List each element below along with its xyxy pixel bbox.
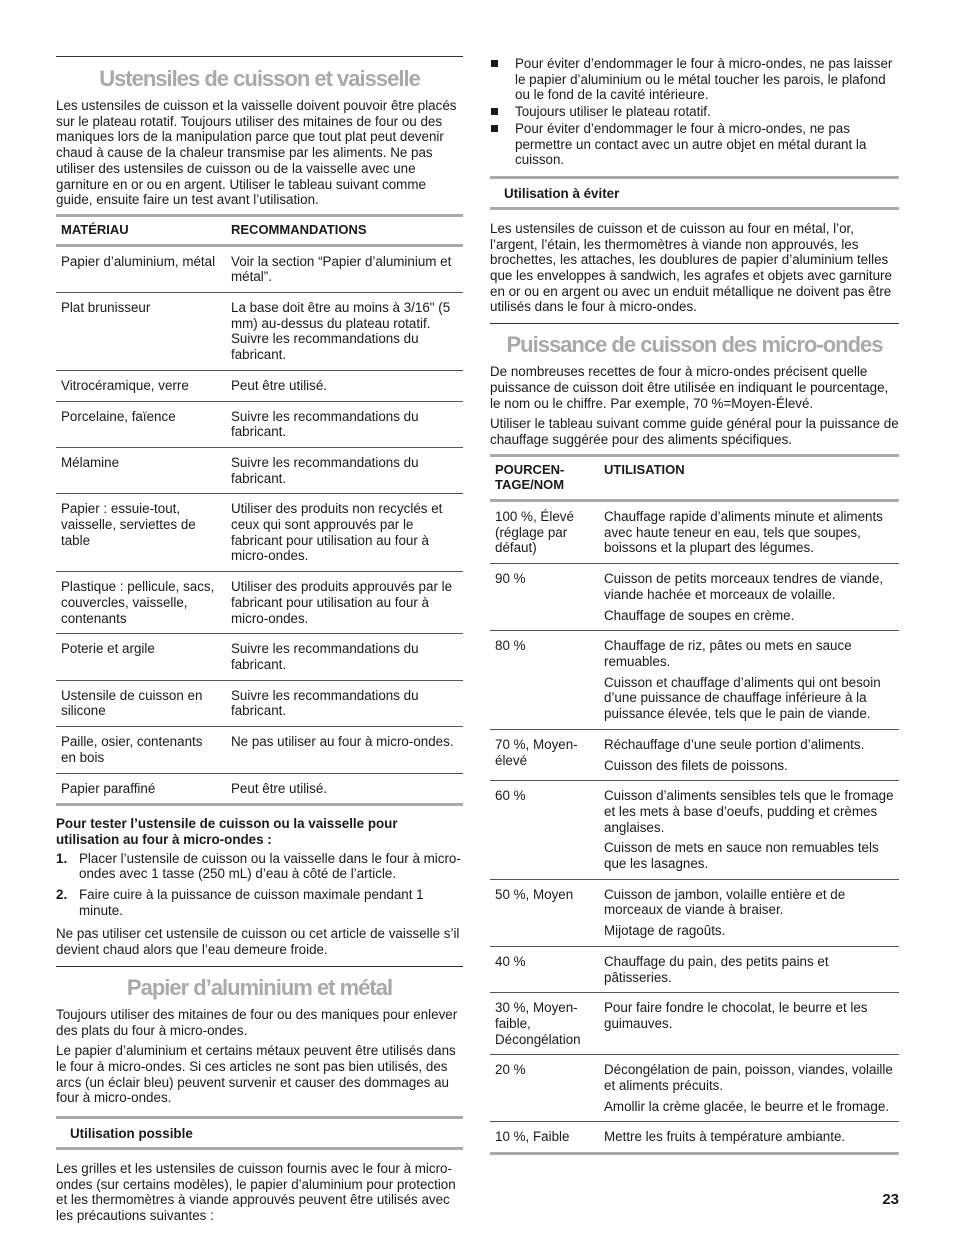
materials-table (56, 214, 463, 806)
table-row (490, 631, 899, 730)
list-item (490, 56, 899, 103)
test-heading: Pour tester l’ustensile de cuisson ou la vaisselle pour utilisation au four à micro-ondes : (56, 816, 398, 847)
usage-cell (599, 1122, 899, 1154)
material-cell: Vitrocéramique, verre (56, 370, 226, 401)
list-item (56, 887, 463, 918)
bullet-square-icon (491, 108, 498, 115)
usage-text: Pour faire fondre le chocolat, le beurre et les guimauves. (604, 1000, 868, 1031)
test-note: Ne pas utiliser cet ustensile de cuisson ou cet article de vaisselle s’il devient chaud alors que l’eau demeure froide. (56, 926, 460, 958)
usage-text: Cuisson de petits morceaux tendres de viande, viande hachée et morceaux de volaille. (604, 571, 884, 602)
usage-cell (599, 879, 899, 946)
table-row (56, 680, 463, 726)
material-cell: Poterie et argile (56, 634, 226, 680)
power-paragraph-1: De nombreuses recettes de four à micro-ondes précisent quelle puissance de cuisson doit être utilisée en indiquant le pourcentage, le nom ou le chiffre. Par exemple, 70 %=Moyen-Élevé. (490, 364, 889, 411)
table-row (490, 564, 899, 631)
power-level-cell: 50 %, Moyen (490, 879, 599, 946)
recommendation-cell: La base doit être au moins à 3/16" (5 mm) au-dessus du plateau rotatif. Suivre les recommandations du fabricant. (226, 293, 463, 371)
usage-text: Cuisson et chauffage d’aliments qui ont besoin d’une puissance de chauffage inférieure à la puissance élevée, tels que le pain de viande. (604, 674, 881, 722)
column-header-usage: UTILISATION (599, 455, 899, 500)
power-level-cell: 70 %, Moyen-élevé (490, 729, 599, 780)
bullet-text: Pour éviter d’endommager le four à micro-ondes, ne pas laisser le papier d’aluminium ou le métal toucher les parois, le plafond ou le fond de la cavité intérieure. (515, 56, 893, 103)
material-cell: Papier : essuie-tout, vaisselle, serviettes de table (56, 494, 226, 572)
power-level-cell: 80 % (490, 631, 599, 730)
usage-cell (599, 501, 899, 564)
column-header-recommendations: RECOMMANDATIONS (226, 215, 463, 245)
usage-cell (599, 564, 899, 631)
table-row (490, 729, 899, 780)
usage-text: Cuisson de mets en sauce non remuables tels que les lasagnes. (604, 840, 879, 872)
bullet-square-icon (491, 60, 498, 67)
usage-text: Cuisson des filets de poissons. (604, 757, 788, 773)
list-item (490, 104, 899, 120)
table-row (490, 501, 899, 564)
material-cell: Mélamine (56, 447, 226, 493)
recommendation-cell: Peut être utilisé. (226, 370, 463, 401)
test-steps (56, 851, 463, 919)
precautions-list (490, 56, 899, 168)
recommendation-cell: Ne pas utiliser au four à micro-ondes. (226, 727, 463, 773)
step-text: Placer l’ustensile de cuisson ou la vaisselle dans le four à micro-ondes avec 1 tasse (250 mL) d’eau à côté de l’article. (79, 850, 461, 882)
power-level-cell: 10 %, Faible (490, 1122, 599, 1154)
table-header-row (56, 215, 463, 245)
bullet-text: Pour éviter d’endommager le four à micro-ondes, ne pas permettre un contact avec un autre objet en métal durant la cuisson. (515, 120, 867, 168)
section-title-power: Puissance de cuisson des micro-ondes (506, 332, 883, 358)
table-row (490, 781, 899, 880)
material-cell: Plastique : pellicule, sacs, couvercles, vaisselle, contenants (56, 572, 226, 634)
usage-text: Mettre les fruits à température ambiante. (604, 1129, 846, 1145)
section-title-cookware: Ustensiles de cuisson et vaisselle (99, 66, 420, 91)
usage-text: Chauffage de soupes en crème. (604, 607, 795, 623)
usage-text: Cuisson de jambon, volaille entière et de morceaux de viande à braiser. (604, 886, 846, 918)
usage-text: Amollir la crème glacée, le beurre et le fromage. (604, 1098, 890, 1114)
recommendation-cell: Utiliser des produits approuvés par le fabricant pour utilisation au four à micro-ondes. (226, 572, 463, 634)
usage-text: Chauffage rapide d’aliments minute et aliments avec haute teneur en eau, tels que soupes, boissons et la plupart des légumes. (604, 509, 883, 556)
possible-use-text: Les grilles et les ustensiles de cuisson fournis avec le four à micro-ondes (sur certains modèles), le papier d’aluminium pour protection et les thermomètres à viande approuvés peuvent être utilisés avec les précautions suivantes : (56, 1161, 456, 1224)
usage-cell (599, 946, 899, 992)
list-item (490, 121, 899, 168)
usage-cell (599, 781, 899, 880)
table-row (56, 494, 463, 572)
usage-cell (599, 631, 899, 730)
table-row (56, 370, 463, 401)
section-divider (490, 323, 899, 324)
material-cell: Papier d’aluminium, métal (56, 245, 226, 292)
material-cell: Paille, osier, contenants en bois (56, 727, 226, 773)
usage-text: Cuisson d’aliments sensibles tels que le fromage et les mets à base d’oeufs, pudding et crèmes anglaises. (604, 788, 894, 835)
usage-cell (599, 729, 899, 780)
section-divider (56, 966, 463, 967)
column-header-material: MATÉRIAU (56, 215, 226, 245)
step-number: 1. (56, 850, 68, 866)
usage-text: Décongélation de pain, poisson, viandes, volaille et aliments précuits. (604, 1062, 893, 1094)
usage-cell (599, 993, 899, 1055)
usage-cell (599, 1055, 899, 1122)
recommendation-cell: Peut être utilisé. (226, 773, 463, 805)
list-item (56, 851, 463, 882)
table-row (56, 572, 463, 634)
table-row (56, 727, 463, 773)
usage-text: Chauffage de riz, pâtes ou mets en sauce remuables. (604, 638, 852, 669)
material-cell: Ustensile de cuisson en silicone (56, 680, 226, 726)
power-table-body (490, 501, 899, 1154)
table-row (56, 634, 463, 680)
recommendation-cell: Suivre les recommandations du fabricant. (226, 634, 463, 680)
table-row (56, 401, 463, 447)
recommendation-cell: Suivre les recommandations du fabricant. (226, 680, 463, 726)
bullet-square-icon (491, 125, 498, 132)
table-row (490, 946, 899, 992)
power-level-cell: 20 % (490, 1055, 599, 1122)
power-paragraph-2: Utiliser le tableau suivant comme guide général pour la puissance de chauffage suggérée pour des aliments spécifiques. (490, 416, 899, 447)
power-level-cell: 40 % (490, 946, 599, 992)
recommendation-cell: Voir la section “Papier d’aluminium et métal”. (226, 245, 463, 292)
material-cell: Papier paraffiné (56, 773, 226, 805)
power-level-cell: 90 % (490, 564, 599, 631)
recommendation-cell: Suivre les recommandations du fabricant. (226, 447, 463, 493)
recommendation-cell: Utiliser des produits non recyclés et ceux qui sont approuvés par le fabricant pour utilisation au four à micro-ondes. (226, 494, 463, 572)
table-row (56, 447, 463, 493)
step-text: Faire cuire à la puissance de cuisson maximale pendant 1 minute. (79, 887, 424, 918)
foil-paragraph-1: Toujours utiliser des mitaines de four ou des maniques pour enlever des plats du four à micro-ondes. (56, 1006, 458, 1038)
recommendation-cell: Suivre les recommandations du fabricant. (226, 401, 463, 447)
power-level-cell: 100 %, Élevé (réglage par défaut) (490, 501, 599, 564)
section-divider (56, 56, 463, 57)
materials-table-body (56, 245, 463, 805)
subheading-possible-use: Utilisation possible (56, 1116, 463, 1150)
table-row (490, 993, 899, 1055)
foil-paragraph-2: Le papier d’aluminium et certains métaux peuvent être utilisés dans le four à micro-ondes. Si ces articles ne sont pas bien utilisés, des arcs (un éclair bleu) peuvent survenir et causer des dommages au four à micro-ondes. (56, 1043, 456, 1106)
material-cell: Porcelaine, faïence (56, 401, 226, 447)
step-number: 2. (56, 887, 68, 903)
bullet-text: Toujours utiliser le plateau rotatif. (515, 104, 711, 120)
table-row (56, 293, 463, 371)
right-column (490, 56, 899, 1155)
table-row (490, 879, 899, 946)
power-levels-table (490, 454, 899, 1156)
table-row (490, 1122, 899, 1154)
power-level-cell: 60 % (490, 781, 599, 880)
subheading-avoid-use: Utilisation à éviter (490, 176, 899, 210)
usage-text: Chauffage du pain, des petits pains et pâtisseries. (604, 953, 829, 985)
table-row (56, 773, 463, 805)
table-row (56, 245, 463, 292)
usage-text: Réchauffage d’une seule portion d’aliments. (604, 736, 865, 752)
material-cell: Plat brunisseur (56, 293, 226, 371)
column-header-percentage: POURCEN- TAGE/NOM (490, 455, 599, 500)
page-number: 23 (882, 1191, 899, 1208)
table-header-row (490, 455, 899, 500)
table-row (490, 1055, 899, 1122)
usage-text: Mijotage de ragoûts. (604, 923, 726, 939)
cookware-intro: Les ustensiles de cuisson et la vaisselle doivent pouvoir être placés sur le plateau rotatif. Toujours utiliser des mitaines de four ou des maniques lors de la manipulation parce que tout plat peut devenir chaud à cause de la chaleur transmise par les aliments. Ne pas utiliser des ustensiles de cuisson ou de la vaisselle avec une garniture en or ou en argent. Utiliser le tableau suivant comme guide, ensuite faire un test avant l’utilisation. (56, 98, 457, 208)
left-column (56, 56, 463, 1229)
section-title-foil: Papier d’aluminium et métal (126, 974, 393, 1000)
avoid-use-text: Les ustensiles de cuisson et de cuisson au four en métal, l’or, l’argent, l’étain, les thermomètres à viande non approuvés, les brochettes, les attaches, les doublures de papier d’aluminium telles que les enveloppes à sandwich, les agrafes et objets avec garniture en or ou en argent ou avec un enduit métallique ne doivent pas être utilisés dans le four à micro-ondes. (490, 220, 892, 315)
power-level-cell: 30 %, Moyen-faible, Décongélation (490, 993, 599, 1055)
